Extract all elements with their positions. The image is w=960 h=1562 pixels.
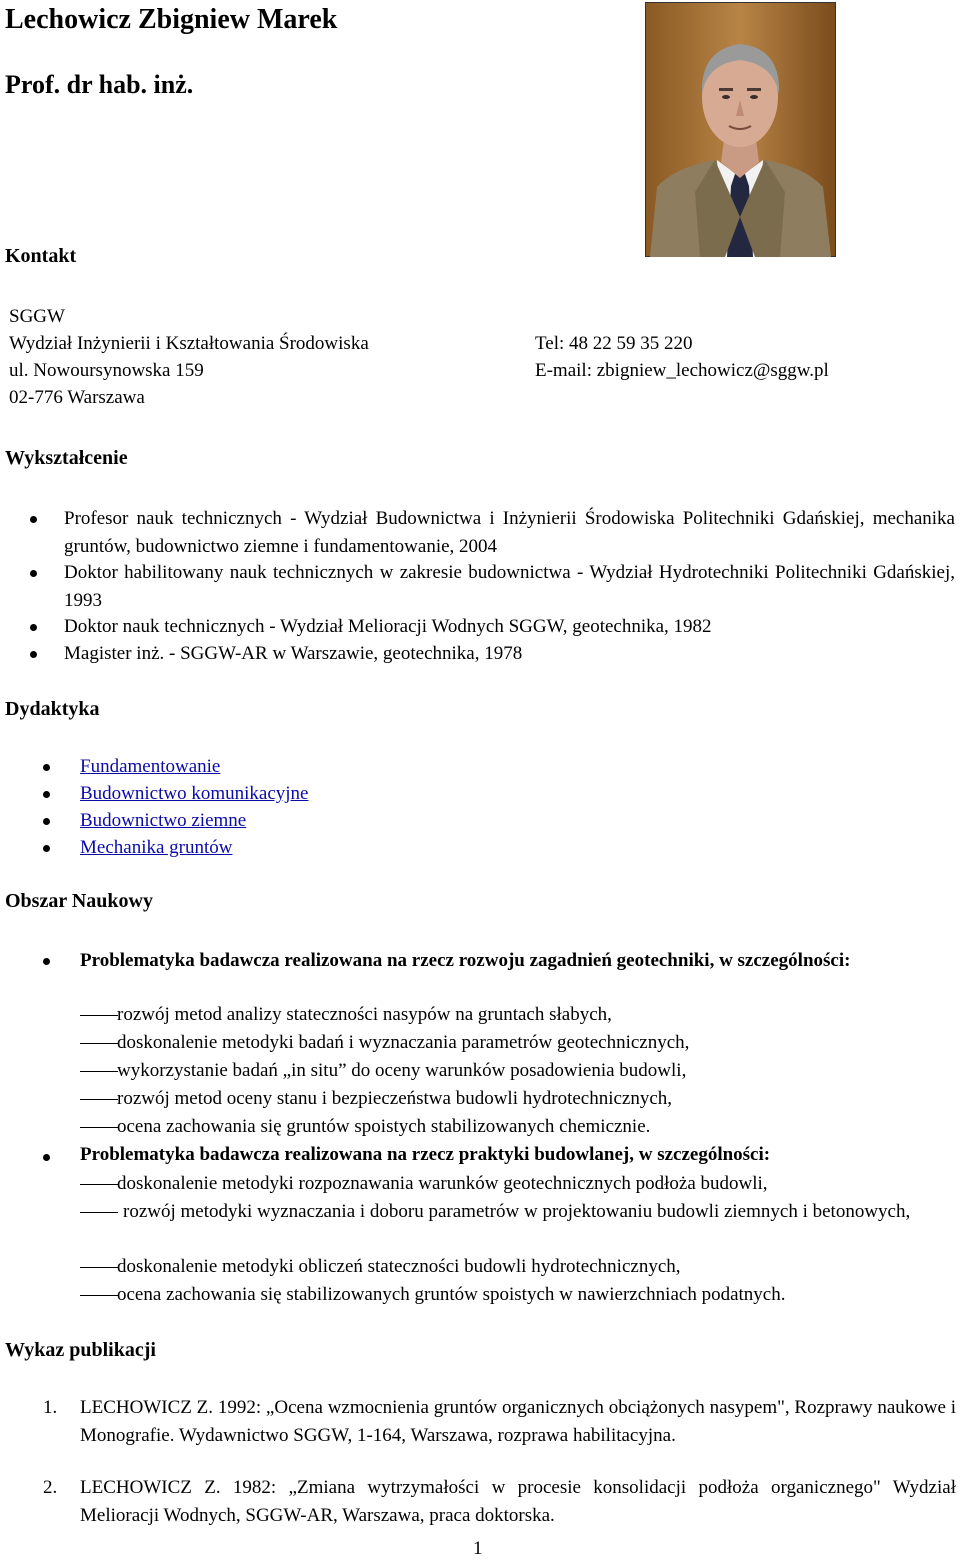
course-link-fundamentowanie[interactable]: Fundamentowanie	[80, 756, 221, 777]
research-group-title: Problematyka badawcza realizowana na rzecz praktyki budowlanej, w szczególności:	[80, 1144, 771, 1165]
dash-marker	[80, 1212, 118, 1213]
bullet	[43, 791, 50, 798]
research-item: ocena zachowania się stabilizowanych gruntów spoistych w nawierzchniach podatnych.	[117, 1284, 786, 1305]
education-item: Magister inż. - SGGW-AR w Warszawie, geotechnika, 1978	[64, 643, 523, 664]
research-item: doskonalenie metodyki rozpoznawania warunków geotechnicznych podłoża budowli,	[117, 1173, 768, 1194]
person-name: Lechowicz Zbigniew Marek	[5, 4, 338, 35]
dash-marker	[80, 1043, 118, 1044]
contact-faculty: Wydział Inżynierii i Kształtowania Środowiska	[9, 333, 369, 354]
course-link-budownictwo-ziemne[interactable]: Budownictwo ziemne	[80, 810, 247, 831]
course-link-mechanika-gruntow[interactable]: Mechanika gruntów	[80, 837, 233, 858]
contact-phone: Tel: 48 22 59 35 220	[535, 333, 693, 354]
page-number: 1	[473, 1538, 483, 1559]
research-item: doskonalenie metodyki obliczeń stateczności budowli hydrotechnicznych,	[117, 1256, 681, 1277]
bullet	[30, 651, 37, 658]
research-item: rozwój metod analizy stateczności nasypów na gruntach słabych,	[117, 1004, 612, 1025]
bullet	[43, 764, 50, 771]
bullet	[43, 845, 50, 852]
bullet	[43, 958, 50, 965]
research-item: doskonalenie metodyki badań i wyznaczania parametrów geotechnicznych,	[117, 1032, 690, 1053]
dash-marker	[80, 1267, 118, 1268]
publication-number: 1.	[43, 1397, 58, 1418]
contact-heading: Kontakt	[5, 245, 77, 267]
research-item: ocena zachowania się gruntów spoistych stabilizowanych chemicznie.	[117, 1116, 651, 1137]
research-heading: Obszar Naukowy	[5, 890, 153, 912]
dash-marker	[80, 1099, 118, 1100]
publication-number: 2.	[43, 1477, 58, 1498]
bullet	[30, 570, 37, 577]
dash-marker	[80, 1015, 118, 1016]
dash-marker	[80, 1295, 118, 1296]
dash-marker	[80, 1071, 118, 1072]
contact-email: E-mail: zbigniew_lechowicz@sggw.pl	[535, 360, 829, 381]
academic-title: Prof. dr hab. inż.	[5, 70, 194, 99]
bullet	[43, 1154, 50, 1161]
research-item: rozwój metod oceny stanu i bezpieczeństwa budowli hydrotechnicznych,	[117, 1088, 673, 1109]
research-item: rozwój metodyki wyznaczania i doboru parametrów w projektowaniu budowli ziemnych i betonowych,	[123, 1201, 911, 1222]
research-item: wykorzystanie badań „in situ” do oceny warunków posadowienia budowli,	[117, 1060, 687, 1081]
contact-institution: SGGW	[9, 306, 65, 327]
dash-marker	[80, 1184, 118, 1185]
contact-street: ul. Nowoursynowska 159	[9, 360, 204, 381]
education-item: Profesor nauk technicznych - Wydział Budownictwa i Inżynierii Środowiska Politechniki Gdańskiej, mechanika gruntów, budownictwo ziemne i fundamentowanie, 2004	[64, 508, 955, 557]
publications-heading: Wykaz publikacji	[5, 1339, 156, 1361]
dash-marker	[80, 1127, 118, 1128]
research-group-title: Problematyka badawcza realizowana na rzecz rozwoju zagadnień geotechniki, w szczególności:	[80, 950, 851, 971]
education-item: Doktor nauk technicznych - Wydział Melioracji Wodnych SGGW, geotechnika, 1982	[64, 616, 712, 637]
bullet	[30, 624, 37, 631]
publication-entry: LECHOWICZ Z. 1982: „Zmiana wytrzymałości w procesie konsolidacji podłoża organicznego" Wydział Melioracji Wodnych, SGGW-AR, Warszawa, praca doktorska.	[80, 1477, 956, 1526]
course-link-budownictwo-komunikacyjne[interactable]: Budownictwo komunikacyjne	[80, 783, 309, 804]
education-item: Doktor habilitowany nauk technicznych w zakresie budownictwa - Wydział Hydrotechniki Politechniki Gdańskiej, 1993	[64, 562, 955, 611]
didactics-heading: Dydaktyka	[5, 698, 100, 720]
bullet	[43, 818, 50, 825]
contact-city: 02-776 Warszawa	[9, 387, 145, 408]
education-heading: Wykształcenie	[5, 447, 128, 469]
portrait-photo	[645, 2, 836, 257]
publication-entry: LECHOWICZ Z. 1992: „Ocena wzmocnienia gruntów organicznych obciążonych nasypem", Rozprawy naukowe i Monografie. Wydawnictwo SGGW, 1-164, Warszawa, rozprawa habilitacyjna.	[80, 1397, 956, 1446]
bullet	[30, 516, 37, 523]
